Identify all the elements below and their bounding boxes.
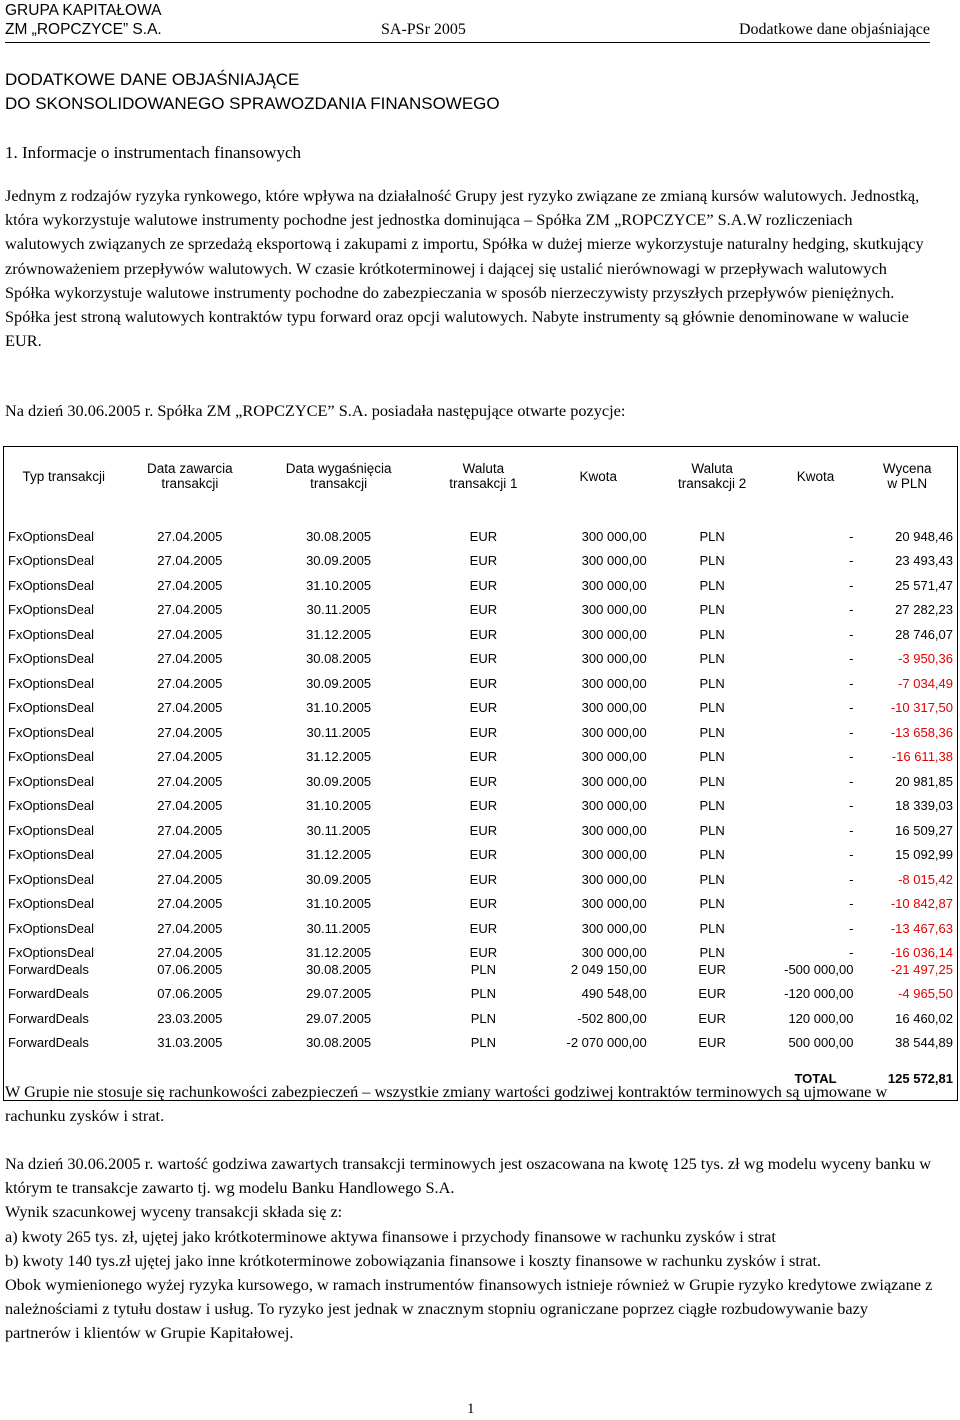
cell-amount-2: - <box>849 602 854 617</box>
cell-open-date: 27.04.2005 <box>157 724 223 740</box>
cell-currency-2: PLN <box>699 577 725 593</box>
cell-valuation: 25 571,47 <box>895 577 953 593</box>
table-header-row <box>4 447 958 506</box>
cell-currency-1: EUR <box>469 896 498 911</box>
cell-valuation: -13 658,36 <box>890 724 953 740</box>
cell-valuation: 38 544,89 <box>895 1035 953 1050</box>
cell-amount-1: 300 000,00 <box>581 528 647 544</box>
cell-valuation: 28 746,07 <box>895 626 953 642</box>
cell-amount-1: 300 000,00 <box>581 602 647 617</box>
cell-type: ForwardDeals <box>8 1010 89 1026</box>
table-row <box>4 1001 958 1026</box>
cell-valuation: -13 467,63 <box>890 920 953 936</box>
cell-open-date: 27.04.2005 <box>157 749 223 764</box>
col-header-currency-1: Waluta transakcji 1 <box>449 461 518 491</box>
fair-value-line: b) kwoty 140 tys.zł ujętej jako inne krótkoterminowe zobowiązania finansowe i koszty finansowe w rachunku zysków i strat. <box>5 1250 822 1270</box>
cell-expiry-date: 31.10.2005 <box>306 798 372 813</box>
title-line-2: DO SKONSOLIDOWANEGO SPRAWOZDANIA FINANSOWEGO <box>5 94 500 113</box>
positions-intro: Na dzień 30.06.2005 r. Spółka ZM „ROPCZYCE” S.A. posiadała następujące otwarte pozycje: <box>5 401 626 420</box>
cell-amount-2: - <box>849 798 854 813</box>
cell-currency-2: PLN <box>699 675 725 691</box>
cell-currency-2: PLN <box>699 822 725 838</box>
section-name: Dodatkowe dane objaśniające <box>738 21 930 38</box>
table-row <box>4 887 958 912</box>
cell-currency-2: PLN <box>699 651 725 666</box>
cell-amount-1: 300 000,00 <box>581 651 647 666</box>
cell-currency-2: PLN <box>699 773 725 789</box>
cell-amount-2: - <box>849 920 854 936</box>
cell-currency-1: EUR <box>469 700 498 715</box>
cell-amount-2: - <box>849 675 854 691</box>
col-header-expiry-date: Data wygaśnięcia transakcji <box>285 461 392 491</box>
cell-amount-2: - <box>849 700 854 715</box>
cell-amount-2: -500 000,00 <box>784 961 854 977</box>
cell-currency-2: EUR <box>698 986 726 1001</box>
fair-value-line: Na dzień 30.06.2005 r. wartość godziwa zawartych transakcji terminowych jest oszacowana na kwotę 125 tys. zł wg modelu wyceny banku w którym te transakcje zawarto tj. wg modelu Banku Handlowego S.A. <box>5 1154 931 1198</box>
table-row <box>4 568 958 593</box>
cell-amount-2: - <box>849 871 854 887</box>
cell-open-date: 23.03.2005 <box>157 1010 223 1026</box>
cell-expiry-date: 29.07.2005 <box>306 1010 372 1026</box>
cell-amount-1: 300 000,00 <box>581 896 647 911</box>
cell-amount-1: 300 000,00 <box>581 626 647 642</box>
table-row <box>4 617 958 642</box>
cell-currency-1: EUR <box>469 553 498 568</box>
cell-type: FxOptionsDeal <box>8 602 94 617</box>
cell-currency-1: EUR <box>469 945 498 960</box>
cell-amount-1: 300 000,00 <box>581 822 647 838</box>
cell-amount-2: - <box>849 847 854 862</box>
cell-valuation: -8 015,42 <box>898 871 953 887</box>
cell-amount-2: -120 000,00 <box>784 986 854 1001</box>
cell-type: FxOptionsDeal <box>8 773 94 789</box>
cell-open-date: 27.04.2005 <box>157 798 223 813</box>
cell-amount-1: 300 000,00 <box>581 675 647 691</box>
cell-open-date: 27.04.2005 <box>157 577 223 593</box>
cell-expiry-date: 30.11.2005 <box>306 602 371 617</box>
cell-currency-2: EUR <box>698 1010 726 1026</box>
cell-expiry-date: 30.09.2005 <box>306 675 372 691</box>
cell-expiry-date: 30.09.2005 <box>306 871 372 887</box>
cell-expiry-date: 30.11.2005 <box>306 920 371 936</box>
cell-open-date: 27.04.2005 <box>157 822 223 838</box>
cell-expiry-date: 31.10.2005 <box>306 577 372 593</box>
cell-currency-2: PLN <box>699 798 725 813</box>
total-label: TOTAL <box>794 1070 837 1086</box>
table-row <box>4 715 958 740</box>
cell-valuation: 27 282,23 <box>895 602 953 617</box>
fair-value-line: Obok wymienionego wyżej ryzyka kursowego, w ramach instrumentów finansowych istnieje również w Grupie ryzyko kredytowe związane z należnościami z tytułu dostaw i usług. To ryzyko jest jednak w znacznym stopniu ograniczane poprzez ciągłe rozbudowywanie bazy partnerów i klientów w Grupie Kapitałowej. <box>5 1275 933 1343</box>
cell-expiry-date: 30.08.2005 <box>306 1035 372 1050</box>
cell-open-date: 27.04.2005 <box>157 871 223 887</box>
cell-type: FxOptionsDeal <box>8 822 94 838</box>
cell-currency-1: EUR <box>469 675 498 691</box>
cell-valuation: 15 092,99 <box>895 847 953 862</box>
intro-paragraph: Jednym z rodzajów ryzyka rynkowego, które wpływa na działalność Grupy jest ryzyko związane ze zmianą kursów walutowych. Jednostką, która wykorzystuje walutowe instrumenty pochodne jest jednostka dominująca – Spółka ZM „ROPCZYCE” S.A.W rozliczeniach walutowych związanych ze sprzedażą eksportową i zakupami z importu, Spółka w dużej mierze wykorzystuje naturalny hedging, skutkujący zrównoważeniem przepływów walutowych. W czasie krótkoterminowej i dającej się ustalić nierównowagi w przepływach walutowych Spółka wykorzystuje walutowe instrumenty pochodne do zabezpieczania w sposób nierzeczywisty przyszłych przepływów pieniężnych. Spółka jest stroną walutowych kontraktów typu forward oraz opcji walutowych. Nabyte instrumenty są głównie denominowane w walucie EUR. <box>5 186 924 351</box>
cell-open-date: 27.04.2005 <box>157 847 223 862</box>
table-row <box>4 740 958 765</box>
cell-amount-2: - <box>849 945 854 960</box>
cell-type: FxOptionsDeal <box>8 724 94 740</box>
cell-currency-1: PLN <box>470 1035 497 1050</box>
cell-amount-1: -502 800,00 <box>577 1010 647 1026</box>
cell-open-date: 07.06.2005 <box>157 961 223 977</box>
cell-amount-2: - <box>849 822 854 838</box>
cell-type: FxOptionsDeal <box>8 528 94 544</box>
cell-amount-1: 300 000,00 <box>581 700 647 715</box>
cell-expiry-date: 30.09.2005 <box>306 773 372 789</box>
cell-expiry-date: 31.10.2005 <box>306 700 372 715</box>
total-value: 125 572,81 <box>887 1070 953 1086</box>
cell-currency-1: EUR <box>469 528 498 544</box>
cell-valuation: -21 497,25 <box>890 961 953 977</box>
cell-amount-1: 300 000,00 <box>581 553 647 568</box>
cell-currency-1: PLN <box>470 1010 497 1026</box>
table-row <box>4 936 958 961</box>
cell-amount-1: 300 000,00 <box>581 920 647 936</box>
cell-open-date: 27.04.2005 <box>157 675 223 691</box>
cell-amount-2: - <box>849 896 854 911</box>
cell-currency-2: PLN <box>699 602 725 617</box>
col-header-open-date: Data zawarcia transakcji <box>147 461 233 491</box>
cell-valuation: -7 034,49 <box>898 675 953 691</box>
cell-expiry-date: 31.10.2005 <box>306 896 372 911</box>
cell-expiry-date: 30.11.2005 <box>306 724 371 740</box>
cell-amount-2: 500 000,00 <box>788 1035 854 1050</box>
cell-currency-1: EUR <box>469 847 498 862</box>
cell-open-date: 07.06.2005 <box>157 986 223 1001</box>
cell-amount-2: - <box>849 773 854 789</box>
document-title <box>5 68 500 116</box>
group-name: GRUPA KAPITAŁOWA <box>5 2 162 19</box>
cell-currency-2: PLN <box>699 626 725 642</box>
cell-open-date: 27.04.2005 <box>157 553 223 568</box>
cell-valuation: -3 950,36 <box>898 651 953 666</box>
cell-open-date: 27.04.2005 <box>157 945 223 960</box>
table-row <box>4 691 958 716</box>
col-header-valuation: Wycena w PLN <box>882 461 932 491</box>
cell-expiry-date: 30.08.2005 <box>306 528 372 544</box>
cell-currency-2: PLN <box>699 749 725 764</box>
cell-open-date: 27.04.2005 <box>157 920 223 936</box>
cell-amount-2: - <box>849 528 854 544</box>
cell-type: FxOptionsDeal <box>8 798 94 813</box>
cell-amount-1: 300 000,00 <box>581 847 647 862</box>
cell-currency-1: EUR <box>469 626 498 642</box>
cell-currency-2: PLN <box>699 896 725 911</box>
cell-currency-1: EUR <box>469 798 498 813</box>
cell-currency-2: PLN <box>699 553 725 568</box>
cell-expiry-date: 30.08.2005 <box>306 961 372 977</box>
cell-amount-2: 120 000,00 <box>788 1010 854 1026</box>
col-header-amount-2: Kwota <box>796 468 835 484</box>
cell-valuation: 16 460,02 <box>895 1010 953 1026</box>
cell-valuation: 18 339,03 <box>895 798 953 813</box>
cell-amount-1: 300 000,00 <box>581 798 647 813</box>
cell-amount-2: - <box>849 626 854 642</box>
table-row <box>4 813 958 838</box>
cell-expiry-date: 31.12.2005 <box>306 749 372 764</box>
cell-expiry-date: 31.12.2005 <box>306 626 372 642</box>
cell-amount-1: 300 000,00 <box>581 577 647 593</box>
cell-valuation: -16 611,38 <box>891 749 953 764</box>
cell-valuation: 20 948,46 <box>895 528 953 544</box>
cell-expiry-date: 30.11.2005 <box>306 822 371 838</box>
cell-currency-2: PLN <box>699 871 725 887</box>
hedge-accounting-note: W Grupie nie stosuje się rachunkowości zabezpieczeń – wszystkie zmiany wartości godziwej kontraktów terminowych są ujmowane w rachunku zysków i strat. <box>5 1082 888 1126</box>
cell-amount-1: 2 049 150,00 <box>570 961 647 977</box>
table-row <box>4 911 958 936</box>
cell-expiry-date: 31.12.2005 <box>306 945 372 960</box>
cell-type: FxOptionsDeal <box>8 896 94 911</box>
cell-open-date: 27.04.2005 <box>157 651 223 666</box>
cell-open-date: 31.03.2005 <box>157 1035 223 1050</box>
cell-currency-2: PLN <box>699 945 725 960</box>
cell-amount-1: 300 000,00 <box>581 749 647 764</box>
cell-type: FxOptionsDeal <box>8 871 94 887</box>
cell-type: FxOptionsDeal <box>8 553 94 568</box>
page-number: 1 <box>467 1401 475 1417</box>
table-row <box>4 593 958 618</box>
cell-type: ForwardDeals <box>8 1035 89 1050</box>
cell-open-date: 27.04.2005 <box>157 700 223 715</box>
cell-currency-1: EUR <box>469 577 498 593</box>
cell-expiry-date: 30.09.2005 <box>306 553 372 568</box>
col-header-currency-2: Waluta transakcji 2 <box>678 461 747 491</box>
cell-expiry-date: 29.07.2005 <box>306 986 372 1001</box>
cell-open-date: 27.04.2005 <box>157 896 223 911</box>
cell-currency-1: EUR <box>469 724 498 740</box>
cell-type: ForwardDeals <box>8 961 89 977</box>
cell-valuation: -10 317,50 <box>890 700 953 715</box>
cell-amount-1: 300 000,00 <box>581 773 647 789</box>
section-heading: 1. Informacje o instrumentach finansowych <box>5 143 301 162</box>
cell-type: FxOptionsDeal <box>8 675 94 691</box>
fair-value-line: Wynik szacunkowej wyceny transakcji składa się z: <box>5 1202 343 1222</box>
cell-currency-1: EUR <box>469 871 498 887</box>
cell-currency-2: PLN <box>699 847 725 862</box>
cell-valuation: 23 493,43 <box>895 553 953 568</box>
table-row <box>4 666 958 691</box>
cell-type: FxOptionsDeal <box>8 945 94 960</box>
table-row <box>4 519 958 544</box>
cell-valuation: 20 981,85 <box>895 773 953 789</box>
table-row <box>4 544 958 569</box>
cell-type: FxOptionsDeal <box>8 626 94 642</box>
company-name: ZM „ROPCZYCE” S.A. <box>5 21 162 38</box>
cell-open-date: 27.04.2005 <box>157 528 223 544</box>
cell-amount-1: 300 000,00 <box>581 724 647 740</box>
cell-amount-2: - <box>849 749 854 764</box>
cell-amount-2: - <box>849 577 854 593</box>
cell-currency-2: EUR <box>698 1035 726 1050</box>
table-row <box>4 1026 958 1051</box>
cell-currency-1: PLN <box>470 986 497 1001</box>
cell-currency-2: PLN <box>699 528 725 544</box>
cell-type: FxOptionsDeal <box>8 651 94 666</box>
cell-valuation: -10 842,87 <box>890 896 953 911</box>
cell-valuation: -16 036,14 <box>890 945 953 960</box>
table-row <box>4 960 958 977</box>
cell-type: FxOptionsDeal <box>8 920 94 936</box>
table-row <box>4 642 958 667</box>
cell-open-date: 27.04.2005 <box>157 626 223 642</box>
cell-currency-2: PLN <box>699 920 725 936</box>
title-line-1: DODATKOWE DANE OBJAŚNIAJĄCE <box>5 70 300 89</box>
cell-currency-1: EUR <box>469 920 498 936</box>
cell-type: ForwardDeals <box>8 986 89 1001</box>
table-row <box>4 838 958 863</box>
cell-type: FxOptionsDeal <box>8 577 94 593</box>
col-header-type: Typ transakcji <box>22 468 105 484</box>
cell-type: FxOptionsDeal <box>8 847 94 862</box>
cell-currency-2: PLN <box>699 700 725 715</box>
cell-type: FxOptionsDeal <box>8 749 94 764</box>
fair-value-line: a) kwoty 265 tys. zł, ujętej jako krótkoterminowe aktywa finansowe i przychody finansowe w rachunku zysków i strat <box>5 1226 776 1246</box>
cell-amount-2: - <box>849 553 854 568</box>
cell-currency-1: EUR <box>469 651 498 666</box>
cell-currency-1: EUR <box>469 749 498 764</box>
cell-expiry-date: 31.12.2005 <box>306 847 372 862</box>
table-row <box>4 789 958 814</box>
table-row <box>4 862 958 887</box>
cell-amount-1: 300 000,00 <box>581 945 647 960</box>
cell-amount-1: 490 548,00 <box>581 986 647 1001</box>
cell-currency-2: PLN <box>699 724 725 740</box>
table-row <box>4 977 958 1002</box>
cell-valuation: 16 509,27 <box>895 822 953 838</box>
col-header-amount-1: Kwota <box>579 468 618 484</box>
cell-type: FxOptionsDeal <box>8 700 94 715</box>
report-code: SA-PSr 2005 <box>381 21 466 38</box>
cell-currency-2: EUR <box>698 961 726 977</box>
cell-currency-1: PLN <box>470 961 497 977</box>
cell-open-date: 27.04.2005 <box>157 773 223 789</box>
fair-value-section <box>5 1152 935 1346</box>
page-header <box>5 0 930 43</box>
table-row <box>4 764 958 789</box>
positions-table <box>3 446 958 1101</box>
cell-valuation: -4 965,50 <box>898 986 953 1001</box>
cell-amount-1: -2 070 000,00 <box>566 1035 647 1050</box>
cell-amount-2: - <box>849 724 854 740</box>
cell-amount-1: 300 000,00 <box>581 871 647 887</box>
cell-currency-1: EUR <box>469 822 498 838</box>
cell-open-date: 27.04.2005 <box>157 602 223 617</box>
cell-currency-1: EUR <box>469 773 498 789</box>
cell-currency-1: EUR <box>469 602 498 617</box>
cell-amount-2: - <box>849 651 854 666</box>
cell-expiry-date: 30.08.2005 <box>306 651 372 666</box>
